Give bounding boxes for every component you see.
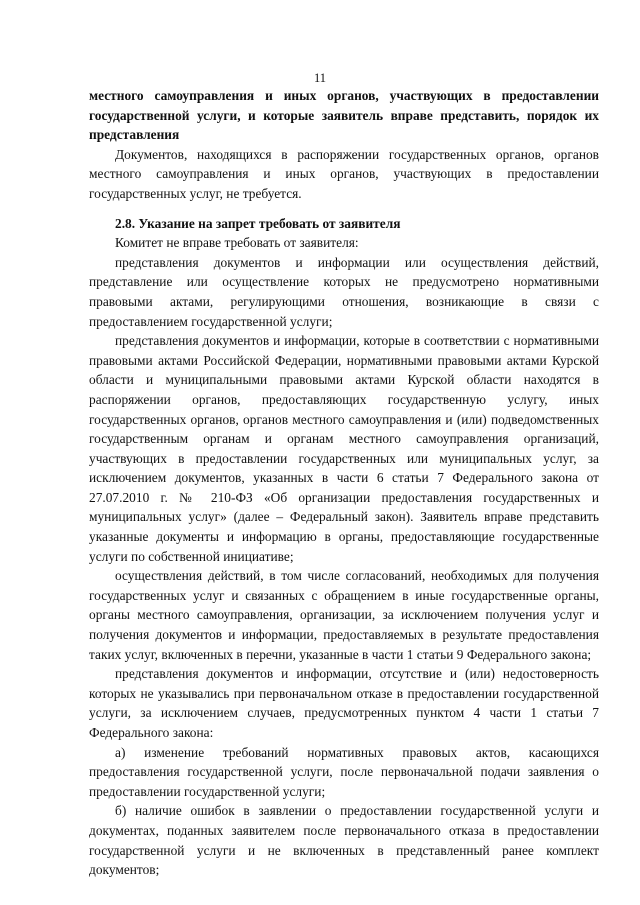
paragraph: представления документов и информации или осуществления действий, представление или осуществление которых не предусмотрено нормативными правовыми актами, регулирующими отношения, возникающие в связи с предоставлением государственной услуги; (89, 254, 599, 329)
paragraph: осуществления действий, в том числе согласований, необходимых для получения государственных услуг и связанных с обращением в иные государственные органы, органы местного самоуправления, организации, за исключением получения услуг и получения документов и информации, предоставляемых в результате предоставления таких услуг, включенных в перечни, указанные в части 1 статьи 9 Федерального закона; (89, 568, 599, 662)
page-number: 11 (313, 71, 327, 85)
paragraph: представления документов и информации, которые в соответствии с нормативными правовыми актами Российской Федерации, нормативными правовыми актами Курской области и муниципальными правовыми актами Курской области находятся в распоряжении органов, предоставляющих государственную услугу, иных государственных органов, органов местного самоуправления и (или) подведомственных государственным органам и органам местного самоуправления организаций, участвующих в предоставлении государственных или муниципальных услуг, за исключением документов, указанных в части 6 статьи 7 Федерального закона от 27.07.2010 г. № 210-ФЗ «Об организации предоставления государственных и муниципальных услуг» (далее – Федеральный закон). Заявитель вправе представить указанные документы и информацию в органы, предоставляющие государственные услуги по собственной инициативе; (89, 333, 599, 564)
heading-continuation: местного самоуправления и иных органов, участвующих в предоставлении государственной услуги, и которые заявитель вправе представить, порядок их представления (89, 88, 599, 143)
paragraph: Комитет не вправе требовать от заявителя: (115, 235, 359, 251)
document-body (89, 86, 599, 880)
paragraph: представления документов и информации, отсутствие и (или) недостоверность которых не указывались при первоначальном отказе в предоставлении государственной услуги, за исключением случаев, предусмотренных пунктом 4 части 1 статьи 7 Федерального закона: (89, 666, 599, 740)
list-item: а) изменение требований нормативных правовых актов, касающихся предоставления государственной услуги, после первоначальной подачи заявления о предоставлении государственной услуги; (89, 744, 599, 799)
section-heading: 2.8. Указание на запрет требовать от заявителя (115, 215, 401, 231)
paragraph: Документов, находящихся в распоряжении государственных органов, органов местного самоуправления и иных органов, участвующих в предоставлении государственных услуг, не требуется. (89, 146, 599, 201)
spacer (89, 204, 599, 214)
list-item: б) наличие ошибок в заявлении о предоставлении государственной услуги и документах, поданных заявителем после первоначального отказа в предоставлении государственной услуги и не включенных в представленный ранее комплект документов; (89, 803, 599, 878)
